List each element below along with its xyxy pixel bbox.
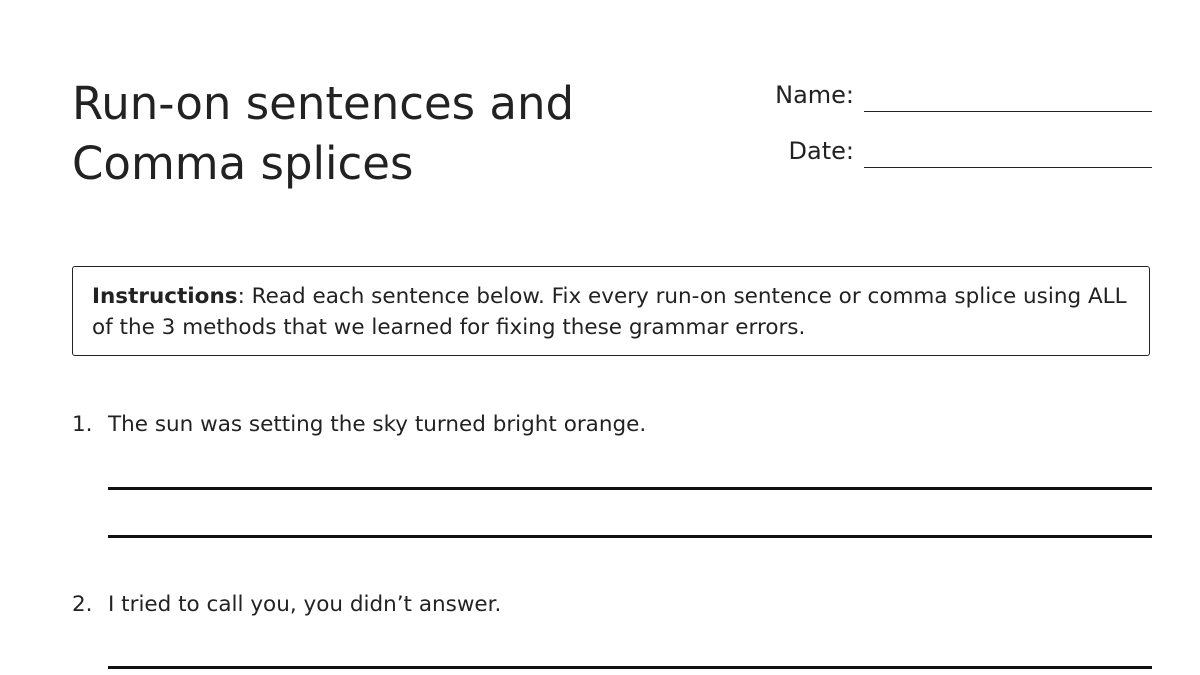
answer-line xyxy=(108,666,1152,669)
answer-line xyxy=(108,487,1152,490)
page-title xyxy=(72,74,672,194)
title-line-2: Comma splices xyxy=(72,137,414,190)
date-blank-line xyxy=(864,139,1152,168)
name-label: Name: xyxy=(775,81,854,109)
answer-line xyxy=(108,535,1152,538)
title-line-1: Run-on sentences and xyxy=(72,77,575,130)
date-field xyxy=(754,136,1152,166)
question-number: 2. xyxy=(72,592,93,617)
date-label: Date: xyxy=(788,137,854,165)
question-item xyxy=(72,410,1152,440)
instructions-box xyxy=(72,266,1150,356)
question-item xyxy=(72,590,1152,620)
question-number: 1. xyxy=(72,412,93,437)
name-blank-line xyxy=(864,83,1152,112)
question-text: I tried to call you, you didn’t answer. xyxy=(108,592,502,617)
name-field xyxy=(754,80,1152,110)
instructions-text: : Read each sentence below. Fix every run-on sentence or comma splice using ALL of the 3 methods that we learned for fixing these grammar errors. xyxy=(92,284,1127,340)
question-text: The sun was setting the sky turned bright orange. xyxy=(108,412,647,437)
instructions-heading: Instructions xyxy=(92,284,238,309)
